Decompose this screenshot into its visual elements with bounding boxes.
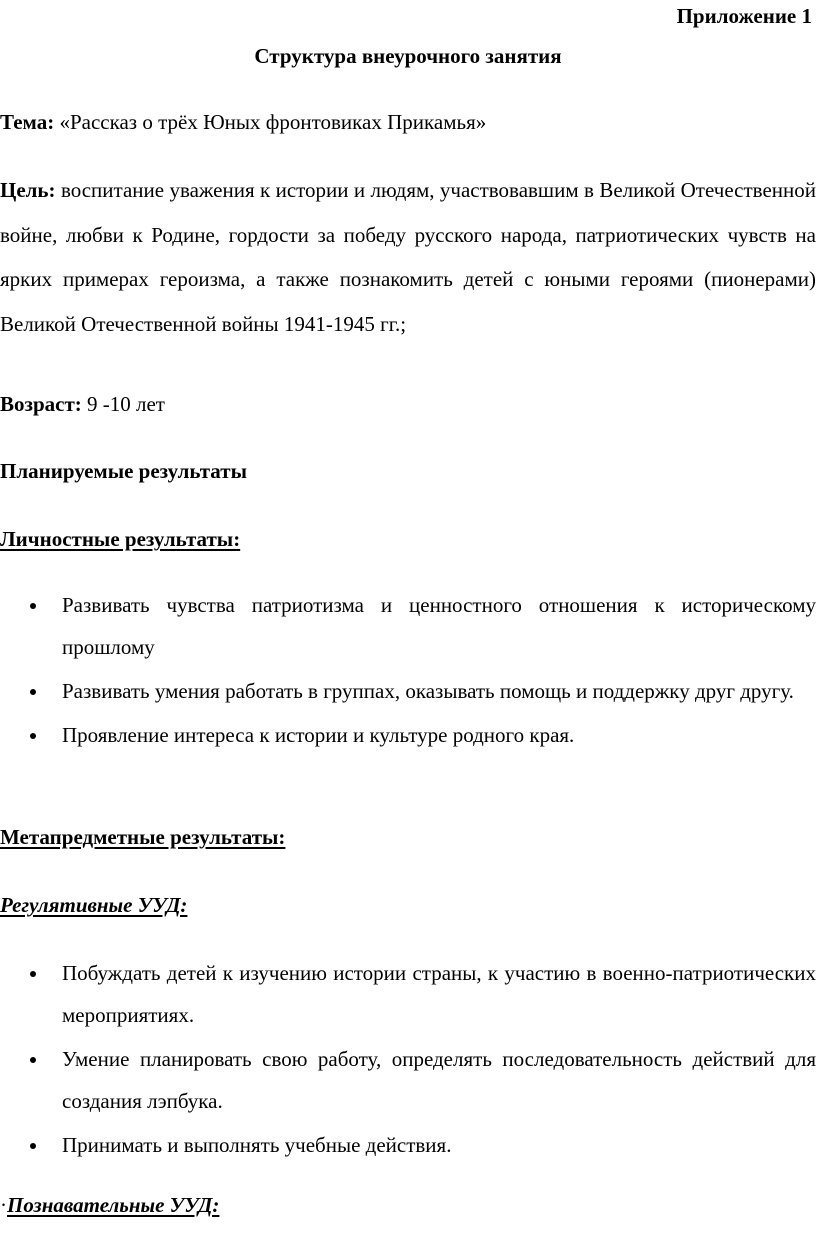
personal-results-heading: Личностные результаты: [0,527,241,551]
cognitive-line [0,1193,219,1218]
regulative-list [0,952,816,1168]
bullet-icon [30,603,36,609]
list-item: Принимать и выполнять учебные действия. [0,1124,816,1166]
goal-paragraph [0,168,816,346]
topic-text: «Рассказ о трёх Юных фронтовиках Прикамья» [59,110,487,134]
regulative-heading: Регулятивные УУД: [0,893,188,917]
list-item: Умение планировать свою работу, определять последовательность действий для создания лэпбука. [0,1038,816,1122]
meta-results-heading: Метапредметные результаты: [0,825,286,849]
page-title: Структура внеурочного занятия [254,44,562,68]
topic-label: Тема: [0,110,55,134]
age-label: Возраст: [0,392,82,416]
cognitive-heading: Познавательные УУД: [7,1193,220,1217]
bullet-icon [30,971,36,977]
planned-results-heading: Планируемые результаты [0,459,247,483]
list-item: Развивать умения работать в группах, оказывать помощь и поддержку друг другу. [0,670,816,712]
cognitive-prefix: · [0,1193,7,1217]
bullet-icon [30,689,36,695]
goal-text: воспитание уважения к истории и людям, участвовавшим в Великой Отечественной войне, любви к Родине, гордости за победу русского народа, патриотических чувств на ярких примерах героизма, а также познакомить детей с юными героями (пионерами) Великой Отечественной войны 1941-1945 гг.; [0,178,816,336]
age-text: 9 -10 лет [87,392,165,416]
list-item: Проявление интереса к истории и культуре родного края. [0,714,816,756]
list-item: Побуждать детей к изучению истории страны, к участию в военно-патриотических мероприятиях. [0,952,816,1036]
list-item: Развивать чувства патриотизма и ценностного отношения к историческому прошлому [0,584,816,668]
appendix-label: Приложение 1 [676,4,812,28]
personal-results-list [0,584,816,758]
bullet-icon [30,1057,36,1063]
age-line [0,392,165,417]
topic-line [0,110,486,135]
bullet-icon [30,733,36,739]
goal-label: Цель: [0,178,56,202]
bullet-icon [30,1143,36,1149]
